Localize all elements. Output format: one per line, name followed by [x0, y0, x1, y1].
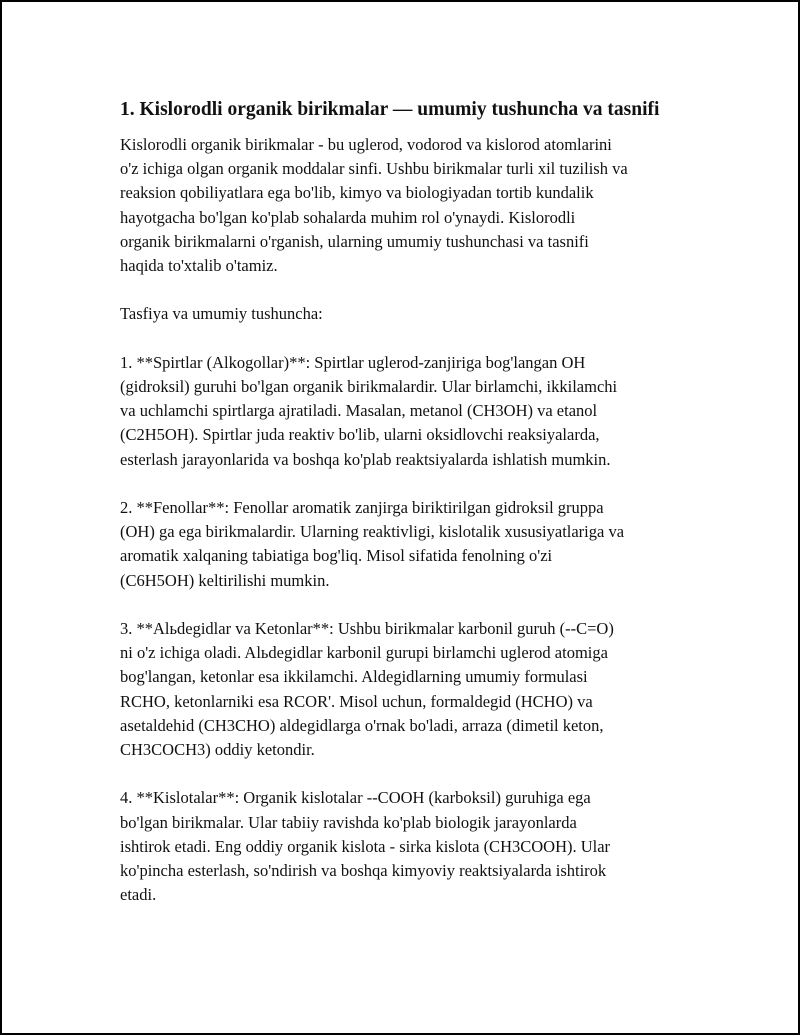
list-item-aldegidlar-ketonlar: 3. **Alьdegidlar va Ketonlar**: Ushbu birikmalar karbonil guruh (--C=O) ni o'z ichiga oladi. Alьdegidlar karbonil gurupi birlamchi uglerod atomiga bog'langan, ketonlar esa ikkilamchi. Aldegidlarning umumiy formulasi RCHO, ketonlarniki esa RCOR'. Misol uchun, formaldegid (HCHO) va asetaldehid (CH3CHO) aldegidlarga o'rnak bo'ladi, arraza (dimetil keton, CH3COCH3) oddiy ketondir. — [120, 619, 614, 760]
paragraph-spacer — [120, 278, 700, 302]
document-title: 1. Kislorodli organik birikmalar — umumiy tushuncha va tasnifi — [120, 99, 660, 120]
list-item-spirtlar: 1. **Spirtlar (Alkogollar)**: Spirtlar uglerod-zanjiriga bog'langan OH (gidroksil) guruhi bo'lgan organik birikmalardir. Ular birlamchi, ikkilamchi va uchlamchi spirtlarga ajratiladi. Masalan, metanol (CH3OH) va etanol (C2H5OH). Spirtlar juda reaktiv bo'lib, ularni oksidlovchi reaksiyalarda, esterlash jarayonlarida va boshqa ko'plab reaktsiyalarda ishlatish mumkin. — [120, 352, 618, 469]
paragraph-spacer — [120, 327, 700, 351]
document-body — [120, 96, 700, 907]
paragraph-spacer — [120, 472, 700, 496]
paragraph-spacer — [120, 593, 700, 617]
intro-paragraph: Kislorodli organik birikmalar - bu uglerod, vodorod va kislorod atomlarini o'z ichiga olgan organik moddalar sinfi. Ushbu birikmalar turli xil tuzilish va reaksion qobiliyatlara ega bo'lib, kimyo va biologiyadan tortib kundalik hayotgacha bo'lgan ko'plab sohalarda muhim rol o'ynaydi. Kislorodli organik birikmalarni o'rganish, ularning umumiy tushunchasi va tasnifi haqida to'xtalib o'tamiz. — [120, 135, 628, 276]
classification-heading: Tasfiya va umumiy tushuncha: — [120, 304, 323, 324]
paragraph-spacer — [120, 762, 700, 786]
list-item-fenollar: 2. **Fenollar**: Fenollar aromatik zanjirga biriktirilgan gidroksil gruppa (OH) ga ega birikmalardir. Ularning reaktivligi, kislotalik xususiyatlariga va aromatik xalqaning tabiatiga bog'liq. Misol sifatida fenolning o'zi (C6H5OH) keltirilishi mumkin. — [120, 498, 625, 590]
list-item-kislotalar: 4. **Kislotalar**: Organik kislotalar --COOH (karboksil) guruhiga ega bo'lgan birikmalar. Ular tabiiy ravishda ko'plab biologik jarayonlarda ishtirok etadi. Eng oddiy organik kislota - sirka kislota (CH3COOH). Ular ko'pincha esterlash, so'ndirish va boshqa kimyoviy reaktsiyalarda ishtirok etadi. — [120, 788, 611, 905]
